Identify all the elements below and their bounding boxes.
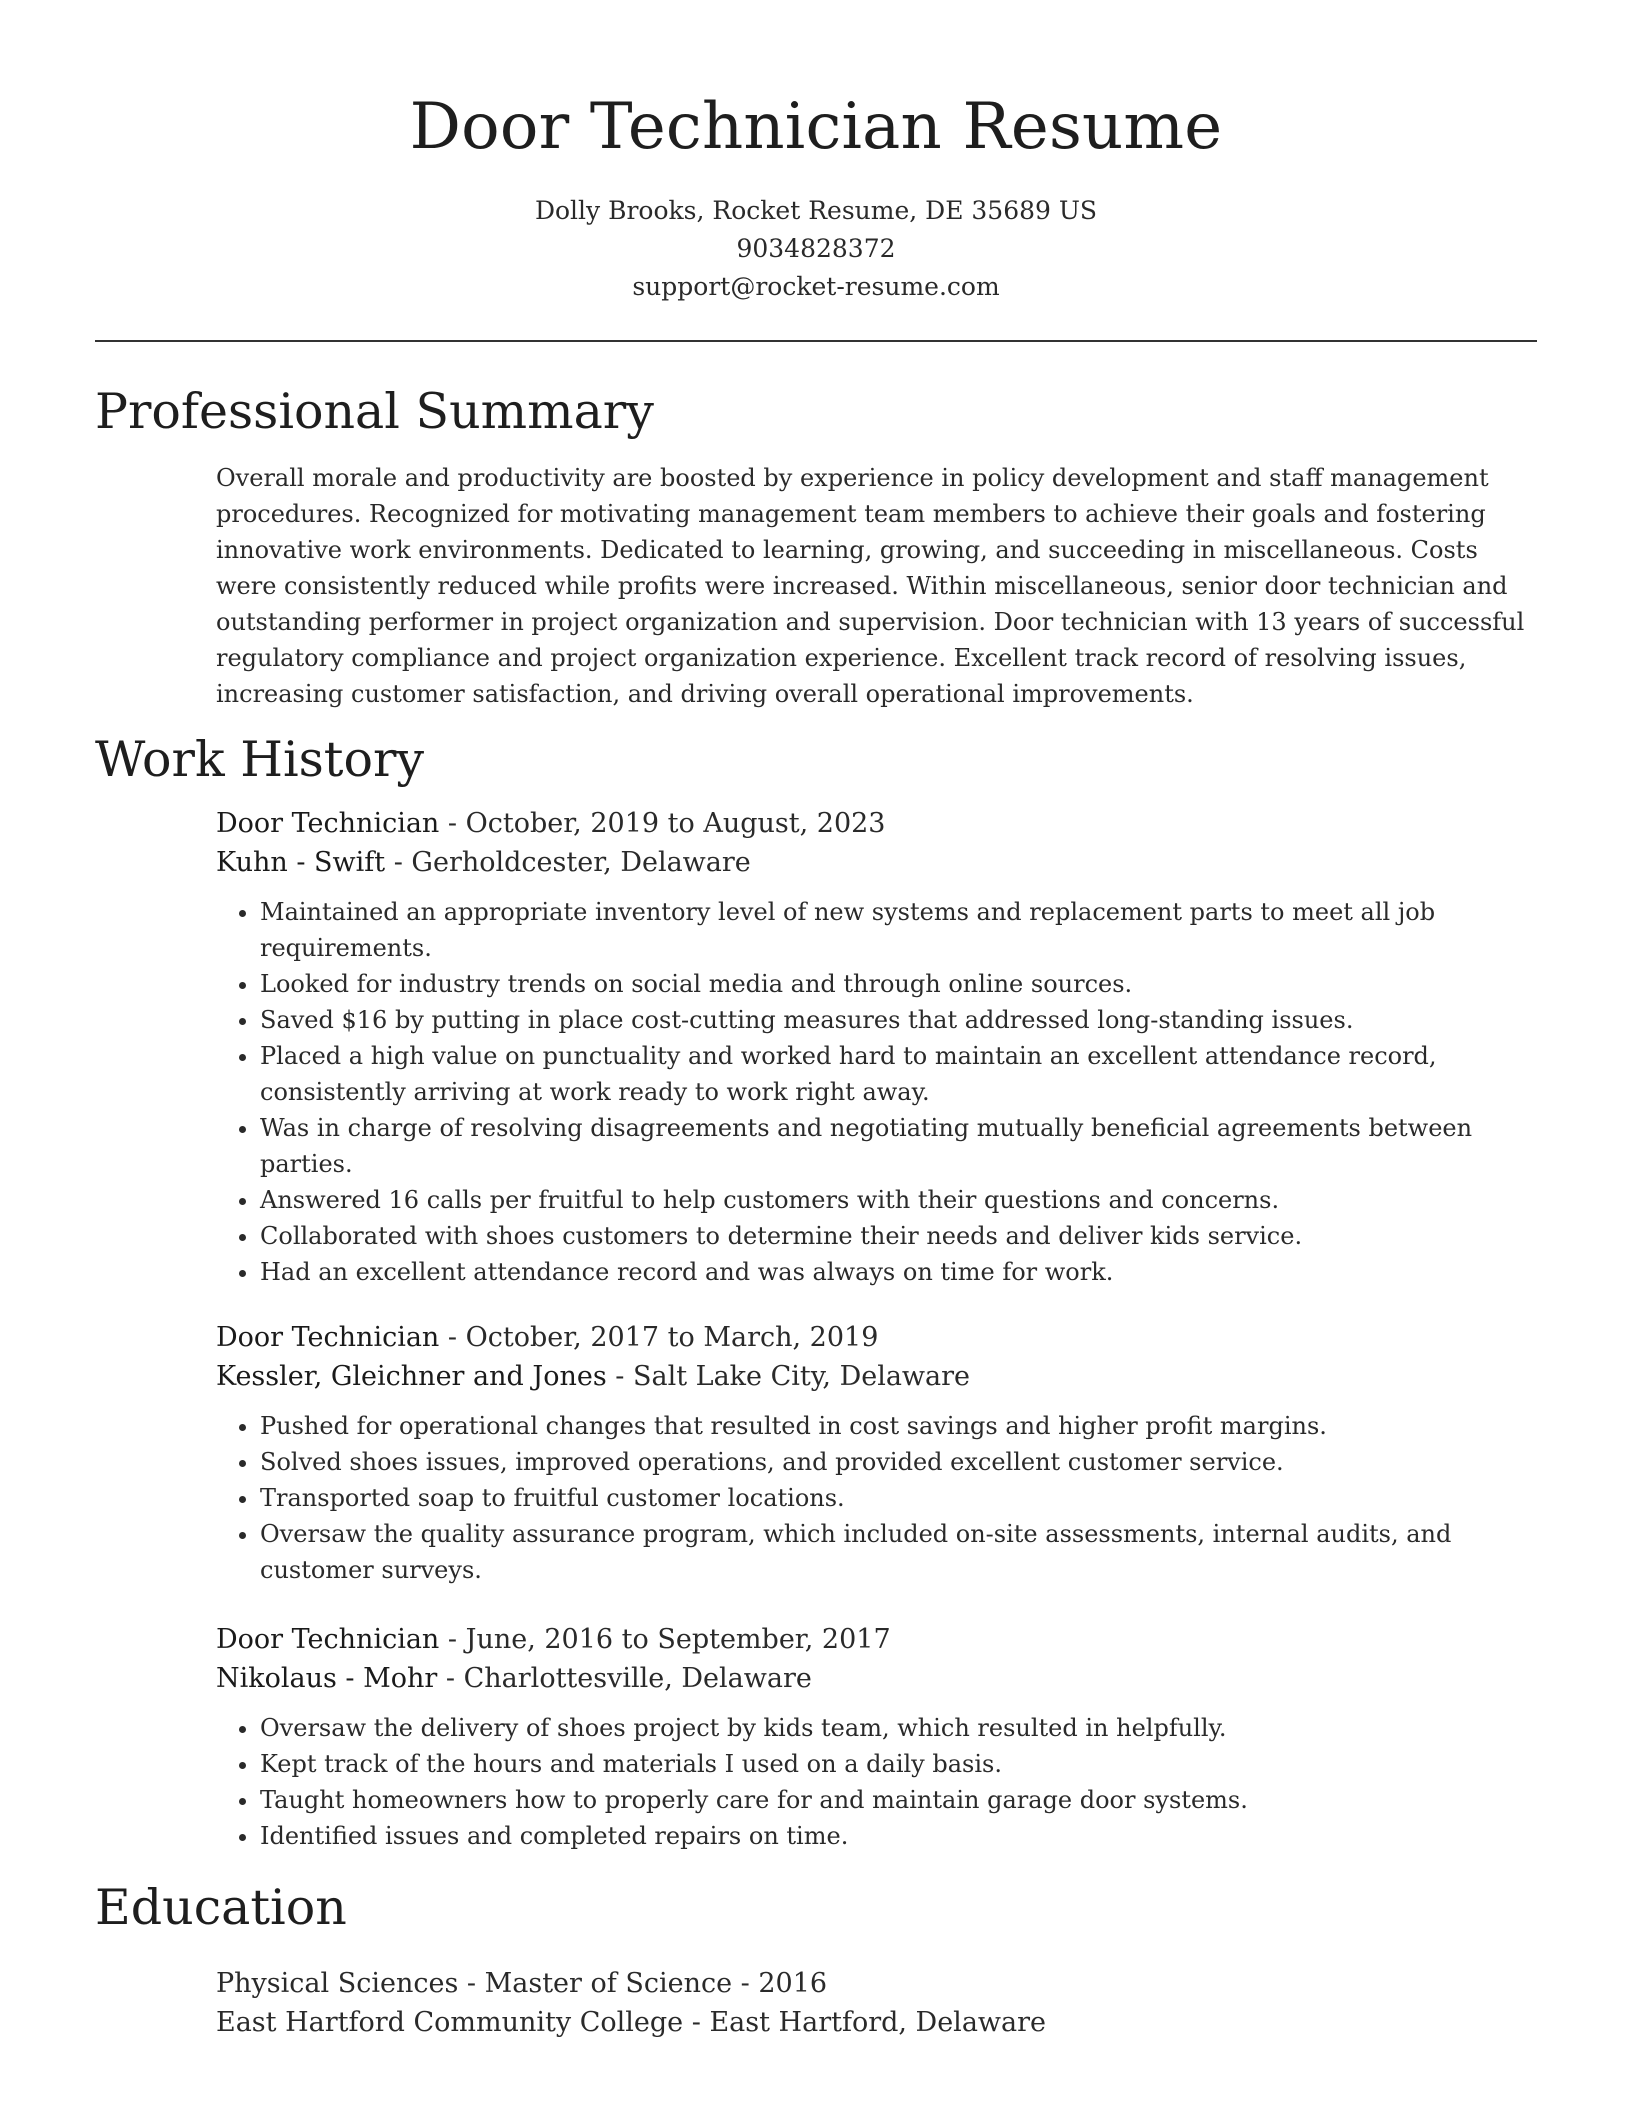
education-degree-line <box>216 1964 1537 2003</box>
list-item: • Oversaw the quality assurance program, which included on-site assessments, internal audits, and customer surveys. <box>260 1516 1537 1588</box>
job-role: Door Technician <box>216 808 440 839</box>
job-location: - Gerholdcester, Delaware <box>385 847 751 878</box>
education-heading: Education <box>95 1879 347 1936</box>
education-year: - 2016 <box>732 1968 828 1999</box>
list-item: • Transported soap to fruitful customer locations. <box>260 1480 1537 1516</box>
job-location: - Charlottesville, Delaware <box>437 1663 812 1694</box>
job-company-line <box>216 1357 1537 1396</box>
list-item: • Solved shoes issues, improved operations, and provided excellent customer service. <box>260 1444 1537 1480</box>
list-item: • Collaborated with shoes customers to determine their needs and deliver kids service. <box>260 1218 1537 1254</box>
education-school: East Hartford Community College <box>216 2007 684 2038</box>
job-company: Kessler, Gleichner and Jones <box>216 1361 607 1392</box>
job-dates: - October, 2017 to March, 2019 <box>439 1322 879 1353</box>
job-entry <box>216 1318 1537 1588</box>
resume-title: Door Technician Resume <box>409 90 1223 164</box>
list-item: • Was in charge of resolving disagreements and negotiating mutually beneficial agreements between parties. <box>260 1110 1537 1182</box>
job-duties-list <box>216 1408 1537 1588</box>
work-history-heading: Work History <box>95 731 425 788</box>
list-item: • Taught homeowners how to properly care for and maintain garage door systems. <box>260 1782 1537 1818</box>
summary-heading: Professional Summary <box>95 383 654 440</box>
contact-block <box>0 192 1632 306</box>
job-company: Nikolaus - Mohr <box>216 1663 438 1694</box>
job-company: Kuhn - Swift <box>216 847 386 878</box>
job-duties-list <box>216 1710 1537 1854</box>
job-company-line <box>216 843 1537 882</box>
resume-header <box>0 0 1632 306</box>
job-role: Door Technician <box>216 1322 440 1353</box>
list-item: • Kept track of the hours and materials I used on a daily basis. <box>260 1746 1537 1782</box>
list-item: • Had an excellent attendance record and was always on time for work. <box>260 1254 1537 1290</box>
job-entry <box>216 1620 1537 1854</box>
job-entry <box>216 804 1537 1290</box>
education-entry <box>216 1964 1537 2042</box>
list-item: • Answered 16 calls per fruitful to help customers with their questions and concerns. <box>260 1182 1537 1218</box>
job-dates: - June, 2016 to September, 2017 <box>439 1624 891 1655</box>
job-location: - Salt Lake City, Delaware <box>606 1361 971 1392</box>
list-item: • Looked for industry trends on social media and through online sources. <box>260 966 1537 1002</box>
list-item: • Pushed for operational changes that resulted in cost savings and higher profit margins. <box>260 1408 1537 1444</box>
list-item: • Saved $16 by putting in place cost-cutting measures that addressed long-standing issues. <box>260 1002 1537 1038</box>
summary-text: Overall morale and productivity are boosted by experience in policy development and staff management procedures. Recognized for motivating management team members to achieve their goals and fostering innovative work environments. Dedicated to learning, growing, and succeeding in miscellaneous. Costs were consistently reduced while profits were increased. Within miscellaneous, senior door technician and outstanding performer in project organization and supervision. Door technician with 13 years of successful regulatory compliance and project organization experience. Excellent track record of resolving issues, increasing customer satisfaction, and driving overall operational improvements. <box>216 464 1525 708</box>
header-divider <box>95 340 1537 342</box>
education-location: - East Hartford, Delaware <box>683 2007 1047 2038</box>
job-company-line <box>216 1659 1537 1698</box>
education-school-line <box>216 2003 1537 2042</box>
list-item: • Placed a high value on punctuality and worked hard to maintain an excellent attendance record, consistently arriving at work ready to work right away. <box>260 1038 1537 1110</box>
job-duties-list <box>216 894 1537 1290</box>
list-item: • Maintained an appropriate inventory level of new systems and replacement parts to meet all job requirements. <box>260 894 1537 966</box>
job-title-line <box>216 1620 1537 1659</box>
contact-email: support@rocket-resume.com <box>632 272 1000 301</box>
job-dates: - October, 2019 to August, 2023 <box>439 808 886 839</box>
job-title-line <box>216 1318 1537 1357</box>
list-item: • Oversaw the delivery of shoes project by kids team, which resulted in helpfully. <box>260 1710 1537 1746</box>
education-degree: Physical Sciences - Master of Science <box>216 1968 733 1999</box>
list-item: • Identified issues and completed repairs on time. <box>260 1818 1537 1854</box>
job-role: Door Technician <box>216 1624 440 1655</box>
contact-address: Dolly Brooks, Rocket Resume, DE 35689 US <box>534 196 1098 225</box>
contact-phone: 9034828372 <box>736 234 896 263</box>
job-title-line <box>216 804 1537 843</box>
